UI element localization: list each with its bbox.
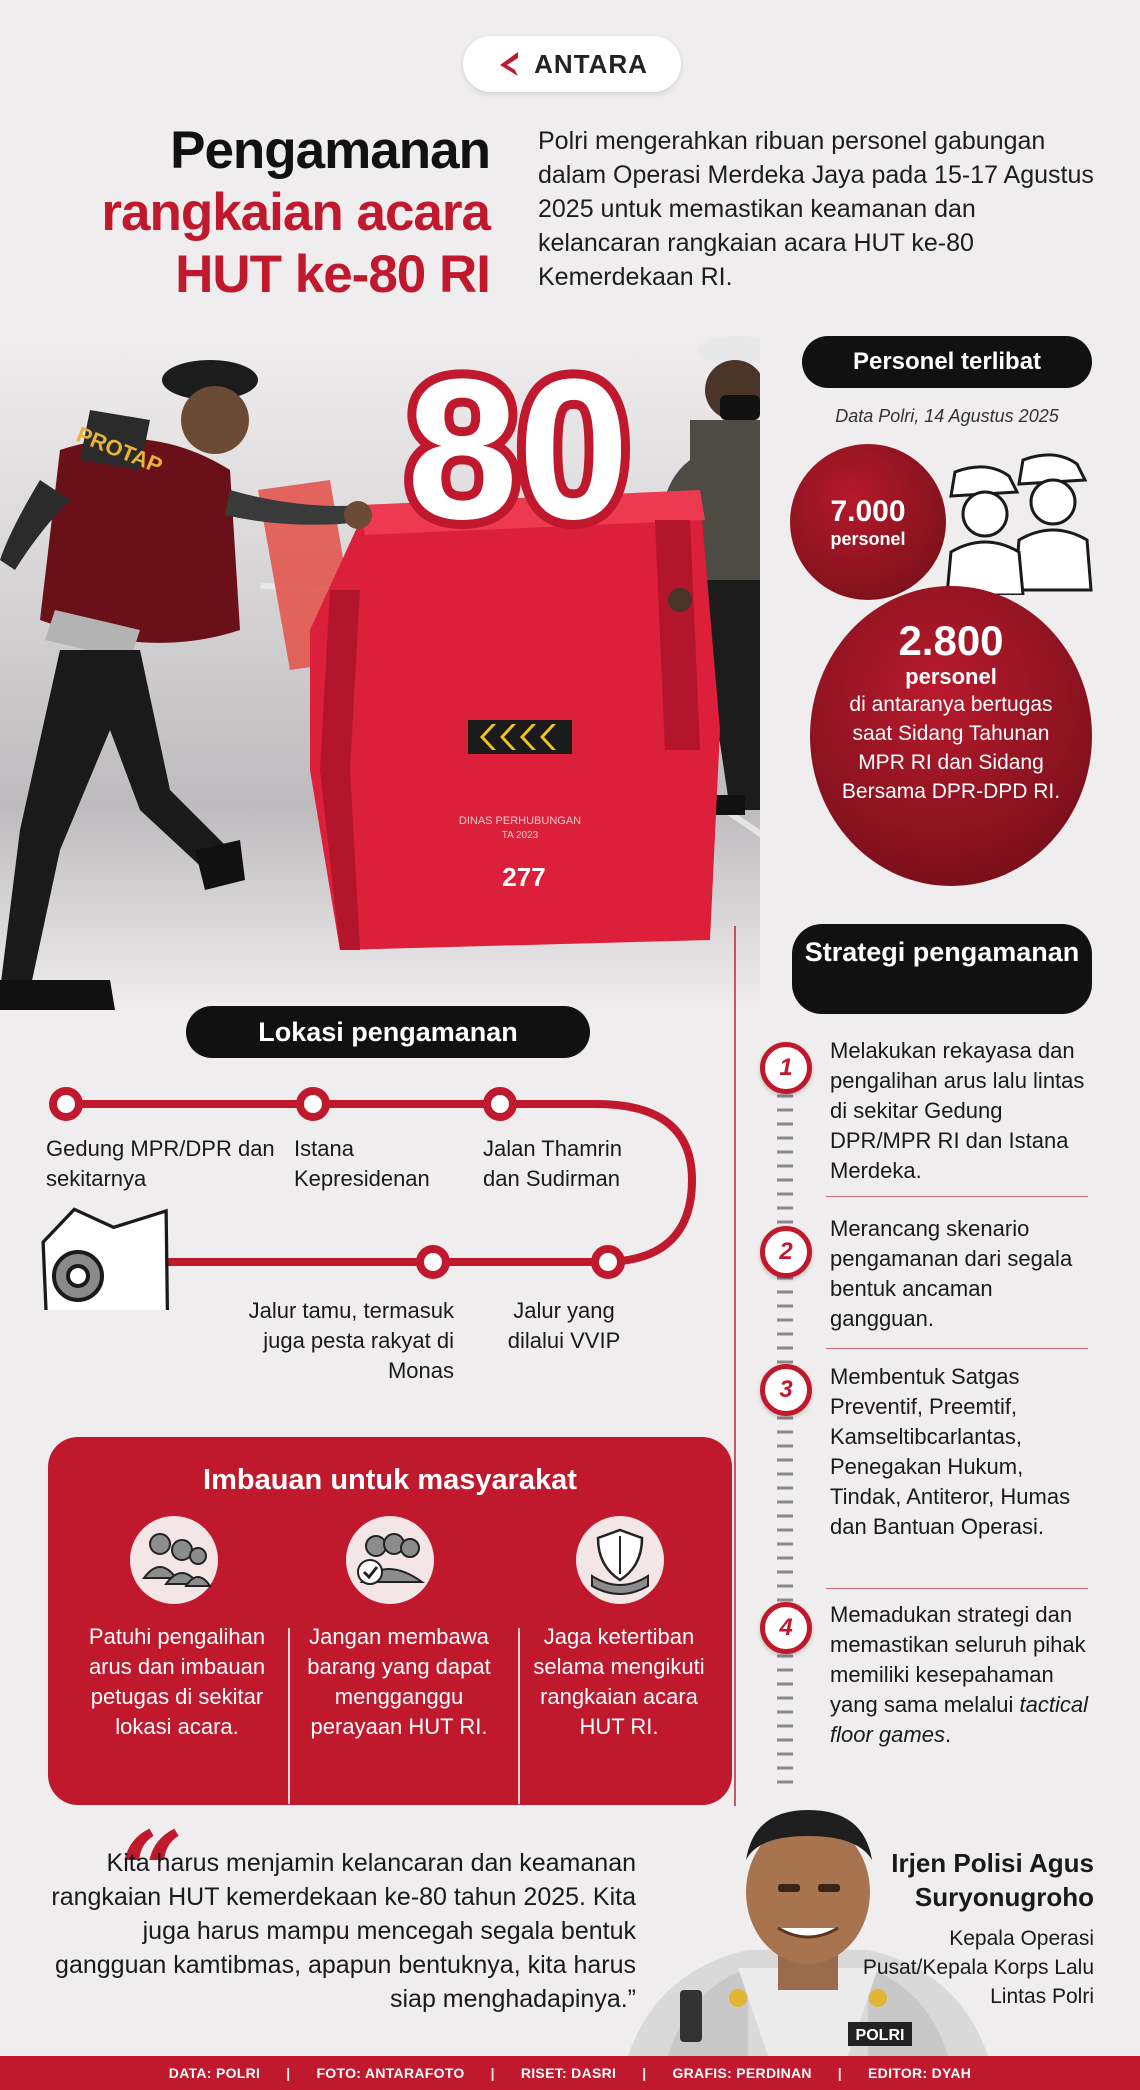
lokasi-heading: Lokasi pengamanan [186, 1006, 590, 1058]
speaker-name: Irjen Polisi Agus Suryonugroho [891, 1848, 1094, 1912]
strategy-step-4-number: 4 [760, 1602, 812, 1654]
location-label-4: Jalur yang dilalui VVIP [507, 1298, 621, 1353]
barrier-year: TA 2023 [501, 830, 539, 841]
strategy-step-1-text: Melakukan rekayasa dan pengalihan arus lalu lintas di sekitar Gedung DPR/MPR RI dan Istana Merdeka. [830, 1038, 1085, 1183]
quote-text: Kita harus menjamin kelancaran dan keamanan rangkaian HUT kemerdekaan ke-80 tahun 2025. Kita juga harus mampu mencegah segala bentuk gangguan kamtibmas, apapun bentuknya, kita harus siap menghadapinya.” [51, 1849, 636, 2013]
vest-label: PROTAP [73, 421, 166, 479]
subset-personel-desc: di antaranya bertugas saat Sidang Tahunan MPR RI dan Sidang Bersama DPR-DPD RI. [841, 693, 1061, 803]
location-label-5: Jalur tamu, termasuk juga pesta rakyat di Monas [248, 1298, 454, 1383]
strategy-step-4-end: . [944, 1722, 952, 1747]
title-line-2: rangkaian acara [101, 183, 490, 242]
subset-personel-value: 2.800 [898, 617, 1004, 664]
personel-source-note: Data Polri, 14 Agustus 2025 [835, 406, 1059, 426]
people-check-icon [346, 1516, 434, 1604]
strategy-step-2-number: 2 [760, 1226, 812, 1278]
total-personel-value: 7.000 [830, 494, 906, 528]
strategy-step-2-text: Merancang skenario pengamanan dari segala bentuk ancaman gangguan. [830, 1216, 1073, 1331]
speaker-title: Kepala Operasi Pusat/Kepala Korps Lalu Lintas Polri [862, 1927, 1094, 2008]
imbauan-heading: Imbauan untuk masyarakat [203, 1464, 577, 1496]
police-personnel-icon [935, 450, 1095, 595]
photo-scene [0, 330, 760, 1010]
strategy-step-1-number: 1 [760, 1042, 812, 1094]
timeline-ticks [775, 1068, 795, 1788]
intro-paragraph: Polri mengerahkan ribuan personel gabungan dalam Operasi Merdeka Jaya pada 15-17 Agustus 2025 untuk memastikan keamanan dan kelancaran rangkaian acara HUT ke-80 Kemerdekaan RI. [538, 127, 1094, 291]
imbauan-item-2-text: Jangan membawa barang yang dapat mengganggu perayaan HUT RI. [307, 1624, 491, 1739]
strategy-step-4-main: Memadukan strategi dan memastikan seluruh pihak memiliki kesepahaman yang sama melalui [830, 1602, 1086, 1717]
anniversary-80-logo [398, 340, 638, 540]
location-label-3: Jalan Thamrin dan Sudirman [483, 1136, 622, 1191]
location-label-2: Istana Kepresidenan [294, 1136, 430, 1191]
credits-footer [0, 2056, 1140, 2090]
subset-personel-unit: personel [905, 664, 997, 689]
credit-research: RISET: DASRI [520, 2065, 617, 2081]
crowd-icon [130, 1516, 218, 1604]
uniform-badge-text: POLRI [855, 2027, 905, 2044]
strategy-separator [826, 1348, 1088, 1349]
strategy-step-4-italic: tactical floor games [830, 1692, 1089, 1747]
strategy-step-4-text [830, 1600, 1100, 1750]
shield-hand-icon [576, 1516, 664, 1604]
strategi-heading: Strategi pengamanan [792, 924, 1092, 1014]
map-pin-icon [43, 1209, 168, 1310]
antara-logo [463, 36, 681, 92]
credit-photo: FOTO: ANTARAFOTO [316, 2065, 465, 2081]
barrier-number: 277 [502, 862, 546, 892]
credit-separator: | [642, 2065, 647, 2081]
credit-separator: | [286, 2065, 291, 2081]
subset-personel-circle [810, 586, 1092, 886]
photo-illustration [0, 330, 760, 1010]
imbauan-item-3-text: Jaga ketertiban selama mengikuti rangkaian acara HUT RI. [533, 1624, 705, 1739]
barrier-label: DINAS PERHUBUNGAN [458, 815, 582, 827]
page-title [101, 120, 490, 306]
credit-separator: | [490, 2065, 495, 2081]
strategy-step-3-text: Membentuk Satgas Preventif, Preemtif, Kamseltibcarlantas, Penegakan Hukum, Tindak, Antiteror, Humas dan Bantuan Operasi. [830, 1364, 1071, 1539]
credit-editor: EDITOR: DYAH [868, 2065, 972, 2081]
big-80-text: 80 [406, 340, 630, 540]
strategy-separator [826, 1196, 1088, 1197]
total-personel-unit: personel [830, 528, 906, 549]
quote-mark-icon: “ [120, 1807, 184, 1936]
credit-separator: | [837, 2065, 843, 2081]
title-line-1: Pengamanan [170, 121, 490, 180]
title-line-3: HUT ke-80 RI [175, 245, 490, 304]
strategy-separator [826, 1588, 1088, 1589]
imbauan-item-1-text: Patuhi pengalihan arus dan imbauan petugas di sekitar lokasi acara. [88, 1624, 266, 1739]
personel-heading: Personel terlibat [802, 336, 1092, 388]
imbauan-separator [288, 1628, 290, 1804]
location-label-1: Gedung MPR/DPR dan sekitarnya [46, 1136, 275, 1191]
vertical-divider [734, 926, 736, 1806]
total-personel-circle [790, 444, 946, 600]
route-map [40, 1080, 720, 1310]
road-barrier [310, 490, 720, 950]
logo-text: ANTARA [534, 48, 648, 79]
credit-graphics: GRAFIS: PERDINAN [672, 2065, 812, 2081]
antara-mark-icon [496, 50, 528, 78]
credit-data: DATA: POLRI [168, 2065, 261, 2081]
strategy-step-3-number: 3 [760, 1364, 812, 1416]
